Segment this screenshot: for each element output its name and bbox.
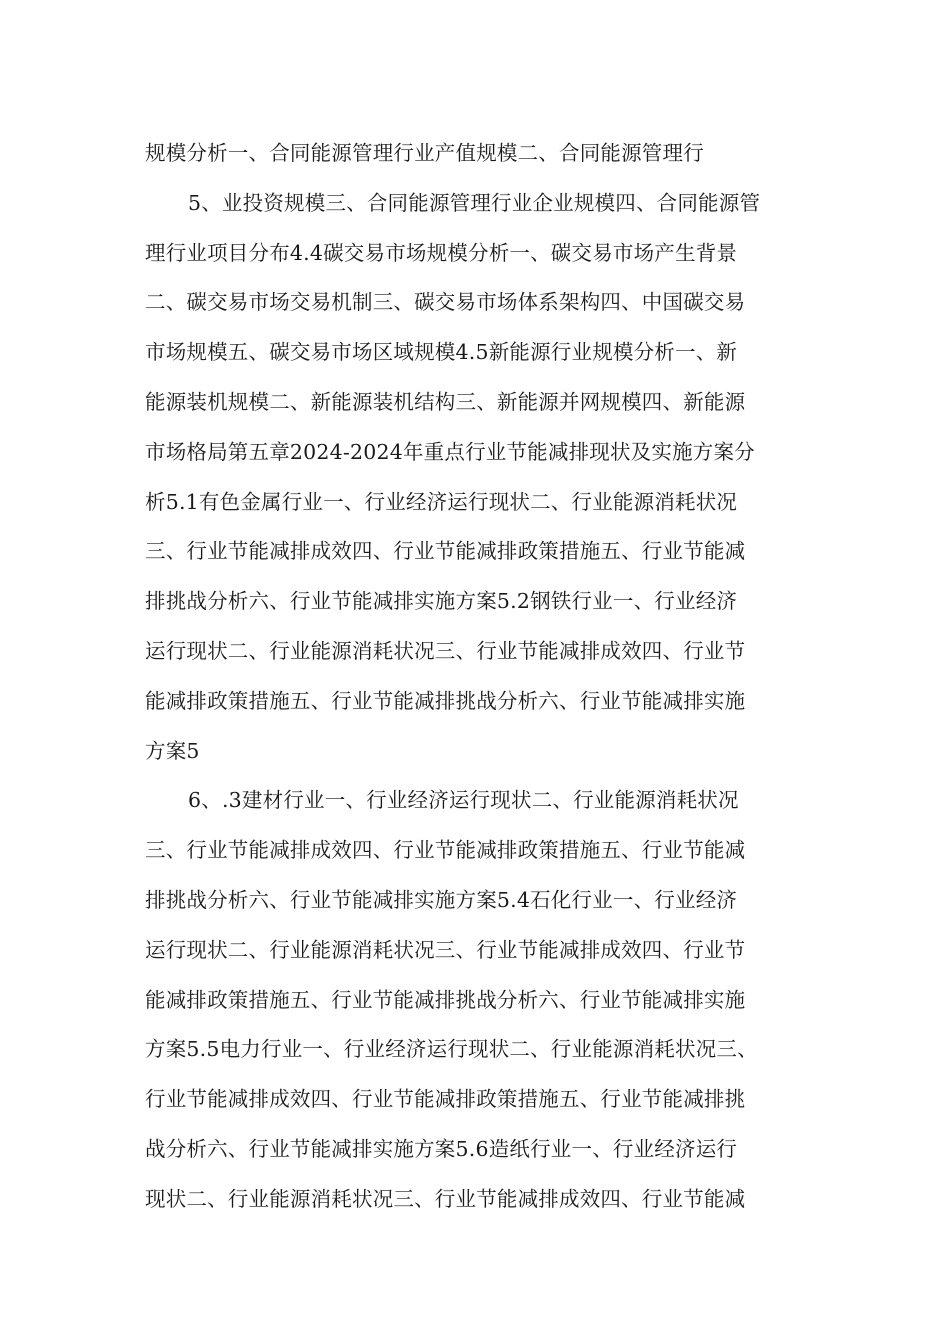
text-line: 行业节能减排成效四、行业节能减排政策措施五、行业节能减排挑 [145,1087,746,1112]
text-line: 5、业投资规模三、合同能源管理行业企业规模四、合同能源管 [188,190,761,215]
text-line: 市场规模五、碳交易市场区域规模4.5新能源行业规模分析一、新 [145,340,738,365]
text-line: 运行现状二、行业能源消耗状况三、行业节能减排成效四、行业节 [145,937,746,962]
text-line: 理行业项目分布4.4碳交易市场规模分析一、碳交易市场产生背景 [145,240,738,265]
text-line: 现状二、行业能源消耗状况三、行业节能减排成效四、行业节能减 [145,1186,746,1211]
text-line: 排挑战分析六、行业节能减排实施方案5.2钢铁行业一、行业经济 [145,589,738,614]
text-line: 能减排政策措施五、行业节能减排挑战分析六、行业节能减排实施 [145,987,746,1012]
text-line: 规模分析一、合同能源管理行业产值规模二、合同能源管理行 [145,141,704,165]
text-line: 市场格局第五章2024-2024年重点行业节能减排现状及实施方案分 [145,439,755,464]
text-line: 排挑战分析六、行业节能减排实施方案5.4石化行业一、行业经济 [145,887,738,912]
body-text [145,129,815,1225]
text-line: 能源装机规模二、新能源装机结构三、新能源并网规模四、新能源 [145,389,746,414]
text-line: 6、.3建材行业一、行业经济运行现状二、行业能源消耗状况 [188,788,739,813]
text-line: 方案5 [145,738,200,763]
text-line: 三、行业节能减排成效四、行业节能减排政策措施五、行业节能减 [145,539,746,564]
text-line: 三、行业节能减排成效四、行业节能减排政策措施五、行业节能减 [145,838,746,863]
text-line: 析5.1有色金属行业一、行业经济运行现状二、行业能源消耗状况 [145,489,738,514]
text-line: 战分析六、行业节能减排实施方案5.6造纸行业一、行业经济运行 [145,1136,738,1161]
text-line: 运行现状二、行业能源消耗状况三、行业节能减排成效四、行业节 [145,638,746,663]
text-line: 二、碳交易市场交易机制三、碳交易市场体系架构四、中国碳交易 [145,290,746,315]
text-line: 方案5.5电力行业一、行业经济运行现状二、行业能源消耗状况三、 [145,1037,758,1062]
text-line: 能减排政策措施五、行业节能减排挑战分析六、行业节能减排实施 [145,688,746,713]
